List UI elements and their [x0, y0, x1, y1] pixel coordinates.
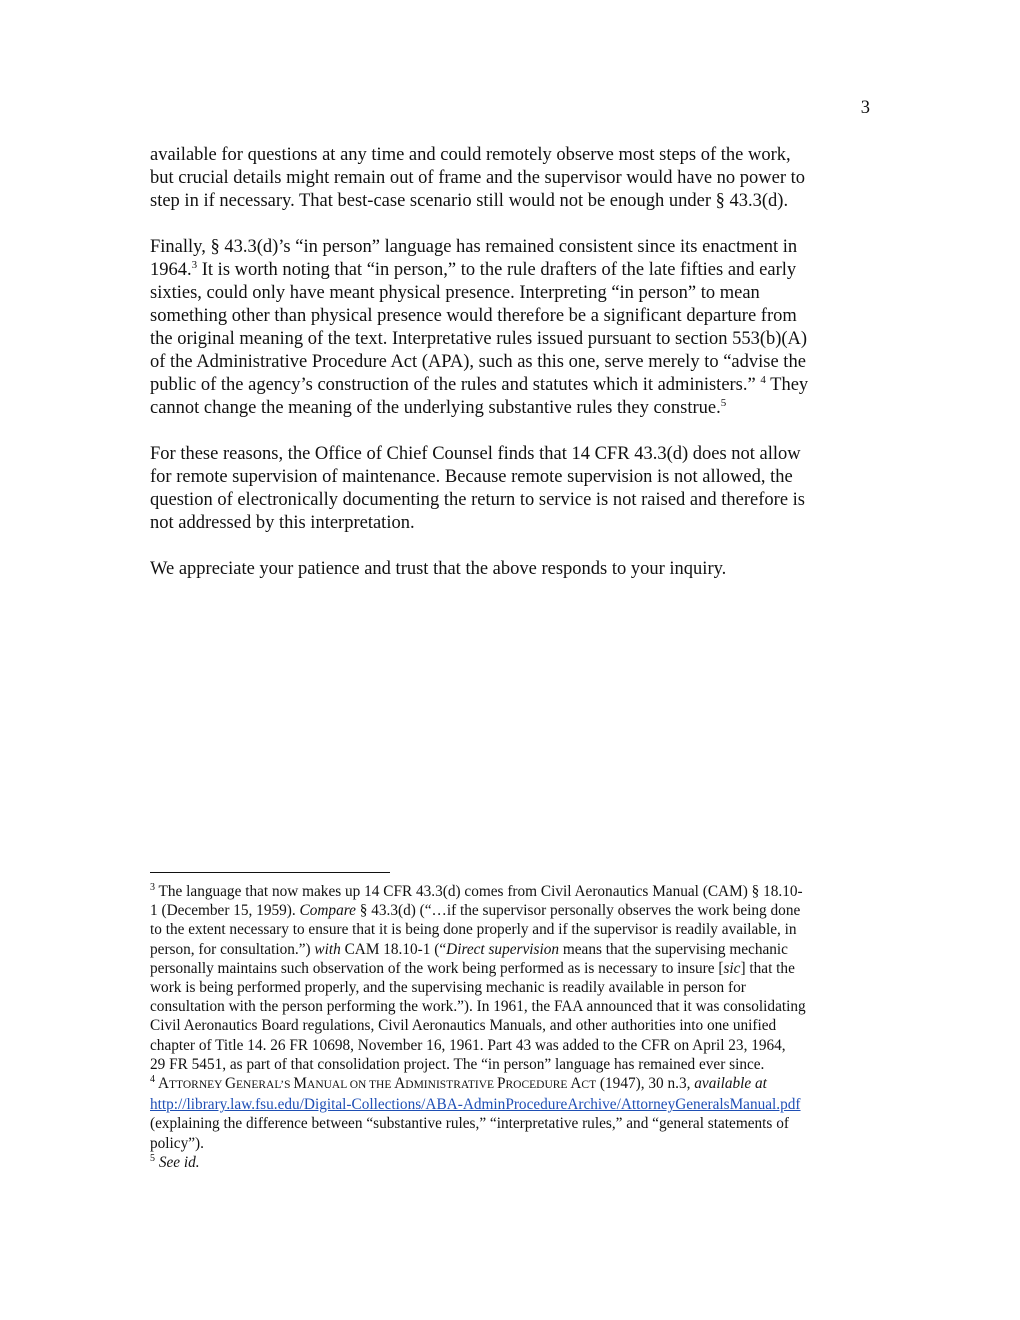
text-segment: ] that the: [740, 959, 795, 977]
text-segment: personally maintains such observation of the work being performed as is necessary to insure [: [150, 959, 724, 977]
footnote-line: [150, 1095, 880, 1114]
text-segment: public of the agency’s construction of the rules and statutes which it administers.”: [150, 375, 761, 395]
text-segment: 1964.: [150, 260, 192, 280]
text-segment: 1 (December 15, 1959).: [150, 902, 300, 920]
text-segment: § 43.3(d) (“…if the supervisor personally observes the work being done: [355, 902, 801, 920]
footnote-marker: 4: [150, 1074, 155, 1086]
footnote-ref-5: 5: [720, 397, 727, 409]
footnote-line: [150, 882, 880, 901]
text-segment: cannot change the meaning of the underlying substantive rules they construe.: [150, 398, 721, 418]
text-segment: CT: [581, 1079, 597, 1092]
footnote-line: Civil Aeronautics Board regulations, Civil Aeronautics Manuals, and other authorities into one unified: [150, 1017, 777, 1035]
text-line: Finally, § 43.3(d)’s “in person” language has remained consistent since its enactment in: [150, 237, 798, 257]
footnote-line: [150, 959, 880, 978]
text-line: for remote supervision of maintenance. Because remote supervision is not allowed, the: [150, 467, 793, 487]
footnote-line: [150, 1153, 880, 1172]
text-line: of the Administrative Procedure Act (APA), such as this one, serve merely to “advise the: [150, 352, 806, 372]
footnotes: [150, 882, 880, 1172]
footnote-4: [150, 1074, 880, 1153]
text-line: For these reasons, the Office of Chief Counsel finds that 14 CFR 43.3(d) does not allow: [150, 444, 801, 464]
text-line: available for questions at any time and could remotely observe most steps of the work,: [150, 145, 791, 165]
text-line: We appreciate your patience and trust that the above responds to your inquiry.: [150, 559, 727, 579]
footnote-line: [150, 1074, 880, 1095]
footnote-ref-3: 3: [191, 259, 198, 271]
footnote-line: 29 FR 5451, as part of that consolidation project. The “in person” language has remained ever since.: [150, 1055, 765, 1073]
footnote-marker: 5: [150, 1152, 155, 1164]
text-segment: P: [496, 1075, 506, 1093]
text-segment: G: [224, 1075, 236, 1093]
footnote-line: [150, 940, 880, 959]
paragraph-supervision-scenario: [150, 144, 870, 213]
footnote-line: consultation with the person performing the work.”). In 1961, the FAA announced that it was consolidating: [150, 998, 806, 1016]
text-segment: (1947), 30 n.3,: [596, 1075, 695, 1093]
text-segment: A: [570, 1075, 582, 1093]
text-segment: The language that now makes up 14 CFR 43.3(d) comes from Civil Aeronautics Manual (CAM) § 18.10-: [155, 883, 803, 900]
text-segment: ANUAL ON THE: [307, 1079, 395, 1092]
text-segment-italic: with: [314, 940, 341, 958]
text-line: the original meaning of the text. Interpretative rules issued pursuant to section 553(b)(A): [150, 329, 808, 349]
footnote-line: work is being performed properly, and the supervising mechanic is readily available in person for: [150, 979, 746, 997]
letter-body: [150, 144, 870, 604]
text-segment: ENERAL’S: [236, 1079, 294, 1092]
paragraph-in-person-language: [150, 236, 870, 420]
footnote-3: [150, 882, 880, 1074]
text-segment: They: [765, 375, 809, 395]
text-segment: ROCEDURE: [505, 1079, 571, 1092]
footnote-line: chapter of Title 14. 26 FR 10698, November 16, 1961. Part 43 was added to the CFR on April 23, 1964,: [150, 1036, 786, 1054]
footnote-5: [150, 1153, 880, 1172]
text-line: sixties, could only have meant physical presence. Interpreting “in person” to mean: [150, 283, 760, 303]
text-segment: DMINISTRATIVE: [405, 1079, 497, 1092]
text-segment: CAM 18.10-1 (“: [340, 940, 447, 958]
footnote-line: to the extent necessary to ensure that it is being done properly and if the supervisor is readily available, in: [150, 921, 797, 939]
attorney-generals-manual-link[interactable]: http://library.law.fsu.edu/Digital-Collections/ABA-AdminProcedureArchive/AttorneyGeneralsManual.pdf: [150, 1096, 801, 1114]
text-segment-italic: Compare: [299, 902, 356, 920]
text-line: something other than physical presence would therefore be a significant departure from: [150, 306, 797, 326]
text-line: not addressed by this interpretation.: [150, 513, 415, 533]
text-line: [150, 374, 870, 397]
text-segment-italic: sic: [723, 959, 741, 977]
text-line: question of electronically documenting the return to service is not raised and therefore is: [150, 490, 805, 510]
text-segment: means that the supervising mechanic: [559, 940, 788, 958]
footnote-marker: 3: [150, 882, 155, 893]
paragraph-conclusion: [150, 443, 870, 535]
text-line: but crucial details might remain out of frame and the supervisor would have no power to: [150, 168, 806, 188]
footnote-line: policy”).: [150, 1134, 204, 1152]
text-line: [150, 397, 870, 420]
text-line: [150, 259, 870, 282]
text-segment: A: [155, 1075, 170, 1093]
text-segment: TTORNEY: [169, 1079, 225, 1092]
text-line: step in if necessary. That best-case scenario still would not be enough under § 43.3(d).: [150, 191, 789, 211]
footnote-ref-4: 4: [760, 374, 766, 386]
footnote-line: (explaining the difference between “substantive rules,” “interpretative rules,” and “general statements of: [150, 1115, 789, 1133]
text-segment: person, for consultation.”): [150, 940, 315, 958]
text-segment-italic: Direct supervision: [446, 940, 560, 958]
footnote-line: [150, 901, 880, 920]
text-segment: M: [293, 1075, 308, 1093]
text-segment-italic: See id.: [158, 1153, 200, 1171]
text-segment-italic: available at: [694, 1075, 767, 1093]
text-segment: It is worth noting that “in person,” to the rule drafters of the late fifties and early: [197, 260, 797, 280]
footnote-separator: [150, 872, 390, 873]
text-segment: A: [394, 1075, 406, 1093]
paragraph-closing: [150, 558, 870, 581]
page-number: 3: [860, 98, 870, 118]
